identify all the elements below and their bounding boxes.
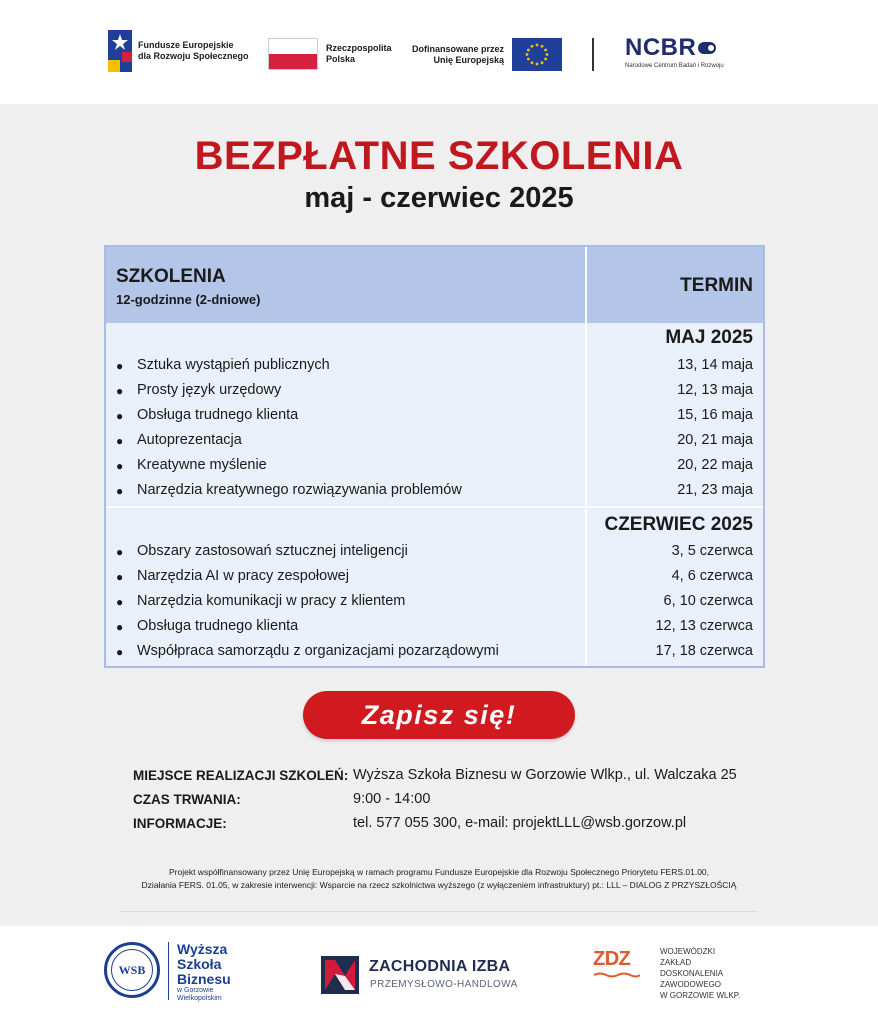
training-name: Współpraca samorządu z organizacjami pozarządowymi	[137, 643, 499, 659]
rp-logo	[268, 38, 392, 70]
bullet-icon: ●	[116, 409, 124, 423]
training-date: 4, 6 czerwca	[671, 568, 753, 584]
bullet-icon: ●	[116, 545, 124, 559]
eu-logo	[412, 38, 562, 71]
table-row	[106, 404, 763, 429]
wsb-location	[177, 987, 222, 1003]
zih-logo-icon	[321, 956, 359, 994]
ncbr-dot-icon	[698, 42, 716, 54]
rp-line2: Polska	[326, 54, 356, 64]
table-row	[106, 479, 763, 504]
training-date: 20, 21 maja	[677, 432, 753, 448]
bullet-icon: ●	[116, 645, 124, 659]
table-row	[106, 454, 763, 479]
training-date: 17, 18 czerwca	[655, 643, 753, 659]
polish-flag-icon	[268, 38, 318, 70]
zdz-line1: WOJEWÓDZKI	[660, 947, 716, 956]
wsb-name-line3: Biznesu	[177, 971, 231, 987]
table-row	[106, 429, 763, 454]
funding-footnote	[60, 866, 818, 892]
table-row	[106, 354, 763, 379]
zdz-line5: W GORZOWIE WLKP.	[660, 991, 741, 1000]
month-june: CZERWIEC 2025	[604, 514, 753, 535]
training-date: 13, 14 maja	[677, 357, 753, 373]
training-name: Obsługa trudnego klienta	[137, 618, 299, 634]
header-trainings-sub: 12-godzinne (2-dniowe)	[116, 292, 261, 307]
zdz-name	[660, 946, 740, 1001]
footnote-line1: Projekt współfinansowany przez Unię Europejską w ramach programu Fundusze Europejskie dla Rozwoju Społecznego Priorytetu FERS.01.00,	[168, 867, 710, 877]
training-name: Prosty język urzędowy	[137, 382, 282, 398]
training-name: Narzędzia AI w pracy zespołowej	[137, 568, 349, 584]
training-date: 21, 23 maja	[677, 482, 753, 498]
bullet-icon: ●	[116, 595, 124, 609]
training-name: Narzędzia komunikacji w pracy z klientem	[137, 593, 406, 609]
signup-button[interactable]: Zapisz się!	[303, 691, 575, 739]
eu-flag-icon	[512, 38, 562, 71]
footnote-line2: Działania FERS. 01.05, w zakresie interwencji: Wsparcie na rzecz szkolnictwa wyższego (z wyłączeniem infrastruktury) pt.: LLL – DIALOG Z PRZYSZŁOŚCIĄ	[141, 880, 737, 890]
contact-label: INFORMACJE:	[133, 816, 227, 831]
zdz-line2: ZAKŁAD	[660, 958, 692, 967]
training-name: Sztuka wystąpień publicznych	[137, 357, 330, 373]
training-name: Kreatywne myślenie	[137, 457, 267, 473]
wsb-name-line1: Wyższa	[177, 941, 228, 957]
ncbr-wordmark: NCBR	[625, 34, 697, 61]
wsb-seal-icon	[104, 942, 160, 998]
table-row	[106, 565, 763, 590]
bullet-icon: ●	[116, 484, 124, 498]
training-date: 6, 10 czerwca	[663, 593, 753, 609]
training-name: Narzędzia kreatywnego rozwiązywania problemów	[137, 482, 462, 498]
header-trainings: SZKOLENIA	[116, 266, 226, 287]
duration-label: CZAS TRWANIA:	[133, 792, 241, 807]
fe-star-icon	[108, 30, 132, 72]
fe-logo	[108, 30, 249, 72]
training-name: Obszary zastosowań sztucznej inteligencji	[137, 543, 408, 559]
place-label: MIEJSCE REALIZACJI SZKOLEŃ:	[133, 768, 349, 783]
training-date: 12, 13 maja	[677, 382, 753, 398]
wsb-name-line2: Szkoła	[177, 956, 222, 972]
header-date: TERMIN	[680, 275, 753, 296]
month-may: MAJ 2025	[665, 327, 753, 348]
wsb-name	[177, 942, 231, 987]
footer-divider	[120, 911, 758, 912]
training-date: 3, 5 czerwca	[671, 543, 753, 559]
zih-subtitle: PRZEMYSŁOWO-HANDLOWA	[370, 979, 518, 990]
eu-line1: Dofinansowane przez	[412, 43, 505, 54]
training-date: 20, 22 maja	[677, 457, 753, 473]
zih-name: ZACHODNIA IZBA	[369, 958, 511, 975]
logo-divider	[592, 38, 594, 71]
bullet-icon: ●	[116, 570, 124, 584]
bullet-icon: ●	[116, 434, 124, 448]
fe-line1: Fundusze Europejskie	[138, 40, 234, 50]
zdz-wave-icon	[594, 972, 640, 978]
table-row	[106, 640, 763, 665]
table-row	[106, 379, 763, 404]
zdz-logo-mark: ZDZ	[593, 948, 631, 970]
bullet-icon: ●	[116, 359, 124, 373]
header-logo-strip	[0, 0, 878, 104]
place-value: Wyższa Szkoła Biznesu w Gorzowie Wlkp., ul. Walczaka 25	[353, 767, 737, 783]
ncbr-logo	[625, 36, 724, 69]
zdz-line3: DOSKONALENIA	[660, 969, 724, 978]
bullet-icon: ●	[116, 384, 124, 398]
training-date: 15, 16 maja	[677, 407, 753, 423]
training-date: 12, 13 czerwca	[655, 618, 753, 634]
wsb-sub-line2: Wielkopolskim	[177, 995, 222, 1002]
training-schedule-table	[104, 245, 765, 668]
zdz-line4: ZAWODOWEGO	[660, 980, 722, 989]
table-header	[106, 247, 763, 323]
table-row	[106, 590, 763, 615]
training-name: Autoprezentacja	[137, 432, 242, 448]
table-row	[106, 540, 763, 565]
training-name: Obsługa trudnego klienta	[137, 407, 299, 423]
eu-line2: Unię Europejską	[433, 54, 505, 65]
rp-line1: Rzeczpospolita	[326, 43, 392, 53]
wsb-sub-line1: w Gorzowie	[177, 987, 214, 994]
wsb-divider	[168, 942, 169, 1000]
duration-value: 9:00 - 14:00	[353, 791, 431, 807]
fe-line2: dla Rozwoju Społecznego	[138, 51, 249, 61]
bullet-icon: ●	[116, 459, 124, 473]
ncbr-subtitle: Narodowe Centrum Badań i Rozwoju	[625, 63, 724, 69]
page-title: BEZPŁATNE SZKOLENIA	[194, 134, 684, 178]
page-subtitle: maj - czerwiec 2025	[304, 182, 574, 214]
bullet-icon: ●	[116, 620, 124, 634]
contact-value[interactable]: tel. 577 055 300, e-mail: projektLLL@wsb.gorzow.pl	[353, 815, 687, 831]
wsb-seal-text: WSB	[111, 949, 153, 991]
table-row	[106, 615, 763, 640]
